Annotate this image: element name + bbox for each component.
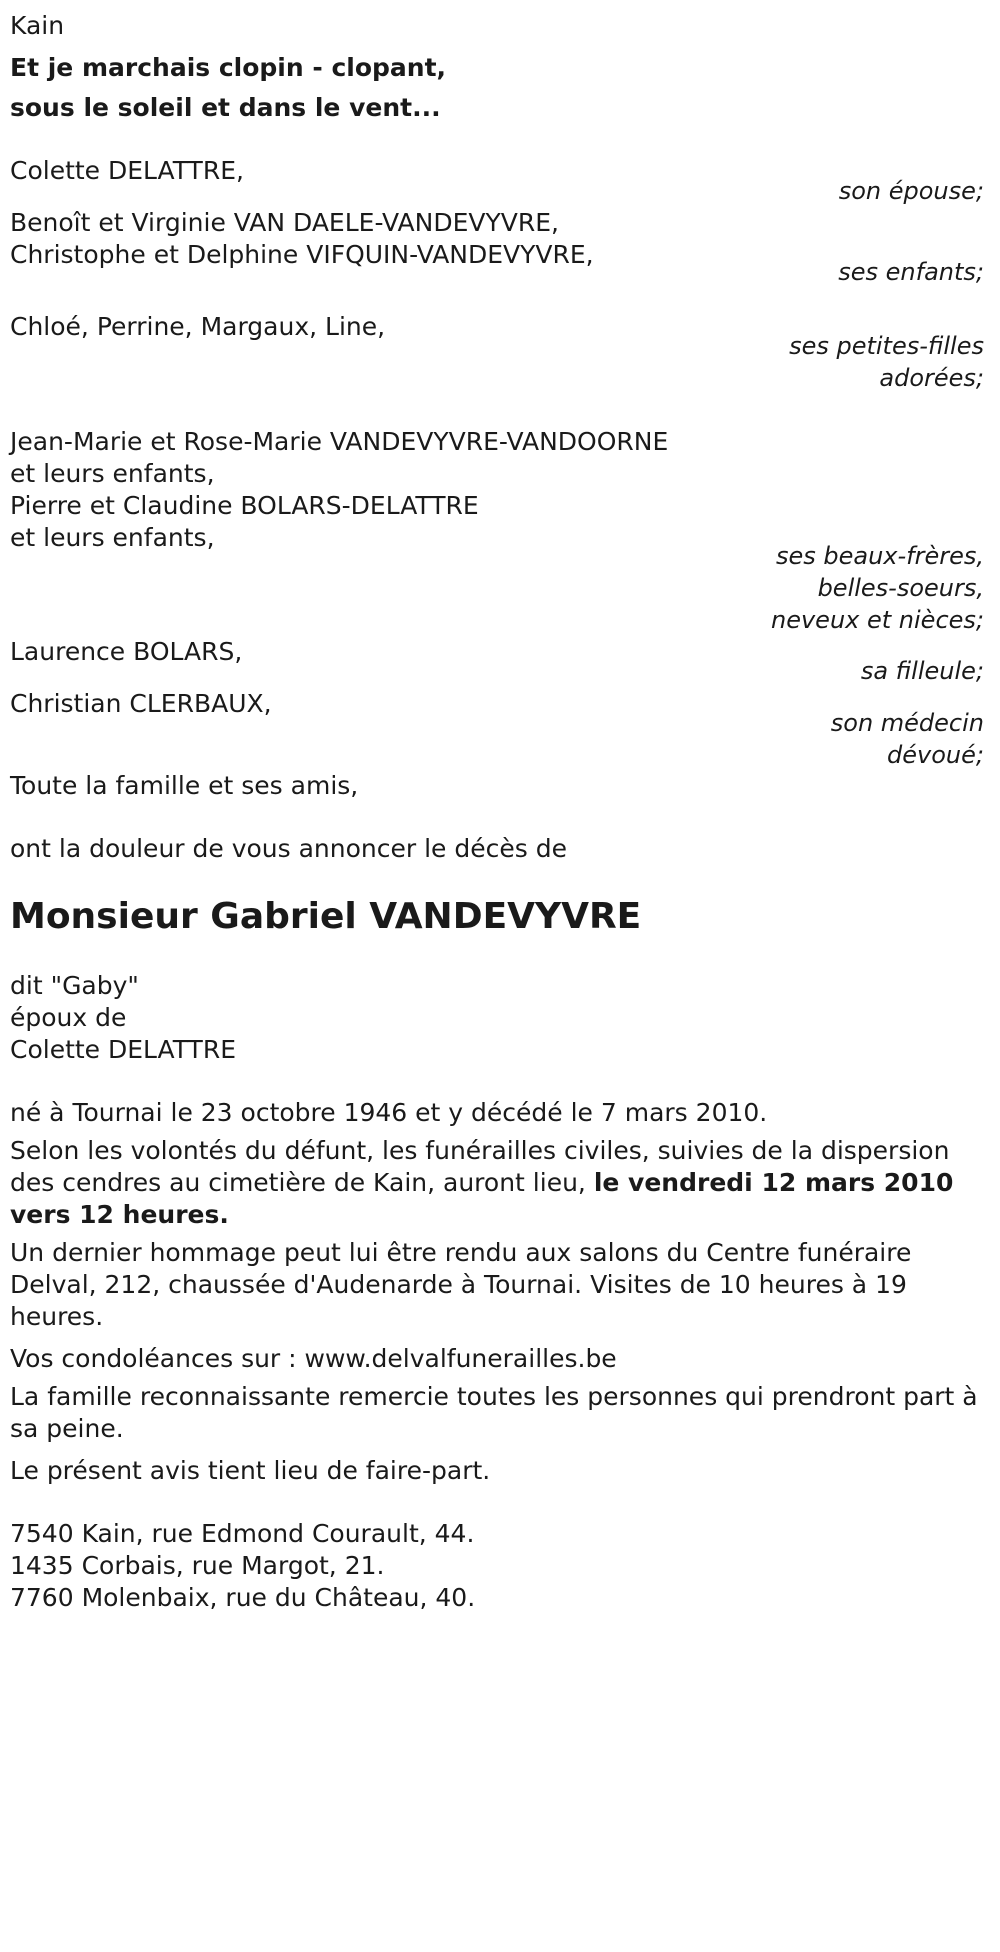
address-line: 7760 Molenbaix, rue du Château, 40.	[10, 1583, 476, 1612]
family-role: son médecin	[830, 709, 984, 737]
family-role: belles-soeurs,	[817, 574, 984, 602]
family-name: Benoît et Virginie VAN DAELE-VANDEVYVRE,	[10, 208, 559, 237]
deceased-spouse-name: Colette DELATTRE	[10, 1035, 236, 1064]
notice-text: Le présent avis tient lieu de faire-part.	[10, 1456, 491, 1485]
family-name: Colette DELATTRE,	[10, 156, 244, 185]
funeral-text: Selon les volontés du défunt, les funérailles civiles, suivies de la dispersion des cendres au cimetière de Kain, auront lieu,	[10, 1136, 950, 1197]
family-name: Pierre et Claudine BOLARS-DELATTRE	[10, 491, 479, 520]
address-line: 7540 Kain, rue Edmond Courault, 44.	[10, 1519, 475, 1548]
quote-line-1: Et je marchais clopin - clopant,	[10, 53, 447, 82]
address-line: 1435 Corbais, rue Margot, 21.	[10, 1551, 385, 1580]
family-role: ses beaux-frères,	[775, 542, 984, 570]
funeral-date: le vendredi 12 mars 2010 vers 12 heures.	[10, 1168, 954, 1229]
announcement-text: ont la douleur de vous annoncer le décès de	[10, 834, 567, 863]
town-label: Kain	[10, 11, 65, 40]
family-role: neveux et nièces;	[771, 606, 984, 634]
family-name: Jean-Marie et Rose-Marie VANDEVYVRE-VANDOORNE	[10, 427, 669, 456]
homage-text: Un dernier hommage peut lui être rendu aux salons du Centre funéraire Delval, 212, chaussée d'Audenarde à Tournai. Visites de 10 heures à 19 heures.	[10, 1238, 912, 1331]
deceased-nickname: dit "Gaby"	[10, 971, 139, 1000]
family-name: et leurs enfants,	[10, 459, 215, 488]
birth-death-text: né à Tournai le 23 octobre 1946 et y décédé le 7 mars 2010.	[10, 1098, 768, 1127]
family-name: Christophe et Delphine VIFQUIN-VANDEVYVRE,	[10, 240, 594, 269]
deceased-spouse-of: époux de	[10, 1003, 127, 1032]
family-name: Laurence BOLARS,	[10, 637, 243, 666]
family-name: et leurs enfants,	[10, 523, 215, 552]
family-granddaughters	[10, 307, 990, 422]
condolences-text: Vos condoléances sur : www.delvalfunerailles.be	[10, 1344, 617, 1373]
deceased-name: Monsieur Gabriel VANDEVYVRE	[10, 896, 642, 937]
family-role: sa filleule;	[860, 657, 984, 685]
family-name: Christian CLERBAUX,	[10, 689, 272, 718]
family-role: ses enfants;	[838, 258, 984, 286]
family-role: son épouse;	[838, 177, 984, 205]
family-spouse	[10, 151, 990, 203]
family-role: dévoué;	[887, 741, 984, 769]
family-in-laws	[10, 422, 990, 632]
thanks-text: La famille reconnaissante remercie toutes les personnes qui prendront part à sa peine.	[10, 1382, 978, 1443]
family-all: Toute la famille et ses amis,	[10, 771, 359, 800]
family-doctor	[10, 684, 990, 769]
funeral-paragraph	[10, 1135, 990, 1231]
quote-line-2: sous le soleil et dans le vent...	[10, 93, 441, 122]
family-role: ses petites-filles	[789, 332, 984, 360]
family-children	[10, 203, 990, 307]
family-role: adorées;	[879, 364, 984, 392]
family-goddaughter	[10, 632, 990, 684]
family-name: Chloé, Perrine, Margaux, Line,	[10, 312, 386, 341]
